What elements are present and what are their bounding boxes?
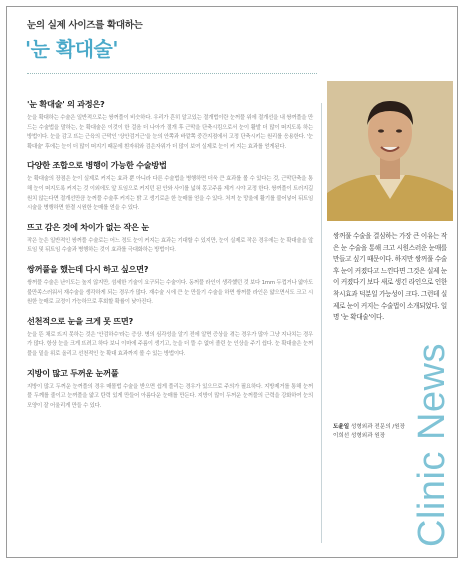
section-redo [27,264,313,308]
author-name: 도윤일 [333,424,350,430]
section-text: 작은 눈은 일반적인 쌍꺼풀 수술로는 어느 정도 눈이 커지는 효과는 기대할 수 있지만, 눈이 실제로 작은 경우에는 눈 확대술을 앞트임 및 뒤트임 수술과 병행하는 것이 효과를 극대화하는 방법이다. [27,237,313,254]
section-text: 쌍꺼풀 수술은 난이도는 높지 않지만, 섬세한 기술이 요구되는 수술이다. 동꺼풀 라인이 생각했던 것 보다 1mm 두껍거나 얇아도 불만족스러워서 재수술을 생각하게 되는 경우가 많다. 재수술 시에 큰 눈 만들기 수술을 하면 쌍꺼풀 라인은 얇으면서도 크고 시원한 눈매로 교정이 가능하므로 후회할 확률이 낮아진다. [27,279,313,306]
portrait-image [327,81,453,221]
section-title: 뜨고 감은 것에 차이가 없는 작은 눈 [27,221,149,232]
article-page [6,6,458,558]
section-combination [27,160,313,213]
doctor-photo [327,81,453,221]
section-title: 쌍꺼풀을 했는데 다시 하고 싶으면? [27,263,149,274]
author-role: 성형외과 전문의 /원장 [351,424,406,430]
section-title: 다양한 조합으로 병행이 가능한 수술방법 [27,160,167,171]
title-divider [27,73,317,74]
section-text: 눈 확대술의 장점은 눈이 실제로 커지는 효과 뿐 아니라 다른 수술법을 병행하면 더욱 큰 효과를 볼 수 있다는 것, 근막단축을 통해 눈이 떠지도록 커지는 것 이외에도 앞 트임으로 커지던 된 안와 사이를 넓혀 몽고주름 제거 시야 교정 한다. 쌍꺼풀이 트러지길 원치 않는다면 절개선만큼 눈꺼풀 수술후 커지는 밝 고 생기로운 한 눈매를 얻을 수 있다. 처져 눈 망울에 활기를 불어넣어 뒤트임 시술을 병행하면 한결 시원한 눈매를 얻을 수 있다. [27,176,313,212]
section-text: 지방이 많고 두꺼운 눈꺼풀의 경우 매몰법 수술을 받으면 쉽게 풀리는 경우가 있으므로 주의가 필요하다. 지방제거를 통해 눈꺼풀 두께를 줄이고 눈꺼풀을 얇고 탄력 있게 만들어 아름다운 눈매를 만든다. 지방이 많이 두꺼운 눈꺼풀의 근력을 강화하여 눈의 모양이 잘 어울리게 만들 수 있다. [27,383,313,409]
clinic-news-title: Clinic News [411,343,453,547]
section-title: '눈 확대술' 의 과정은? [27,99,105,109]
section-title: 지방이 많고 두꺼운 눈꺼풀 [27,367,119,378]
page-title: '눈 확대술' [25,37,118,61]
section-text: 눈을 뜬 채로 뜨지 못하는 것은 '안검하수'라는 증상. 병의 심각성을 알기 전에 알면 증상을 겪는 경우가 많아 그냥 지나치는 경우가 많다. 항상 눈을 크게 뜨려고 하다 보니 이마에 주름이 생기고, 눈을 더 뜰 수 없어 졸린 눈 인상을 주기 쉽다. 눈 확대술은 눈꺼풀을 밑을 위로 올리고 선천적인 눈 확대 효과까지 볼 수 있는 방법이다. [27,331,313,357]
section-title: 선천적으로 눈을 크게 못 뜨면? [27,315,133,326]
intro-text: 쌍꺼풀 수술을 결심하는 가장 큰 이유는 작은 눈 수술을 통해 크고 시원스러운 눈매를 만들고 싶기 때문이다. 하지만 쌍꺼풀 수술 후 눈이 커졌다고 느낀다면 그것은 실제 눈이 커졌다기 보다 새로 생긴 라인으로 인한 착시효과 덕분일 가능성이 크다. 그런데 실제로 눈이 커지는 수술법이 소개되었다. 일명 '눈 확대술'이다. [333,232,447,322]
section-text: 눈을 확대하는 수술은 일반적으로는 쌍꺼풀이 비슷하다. 우리가 흔히 알고있는 절개법이란 눈꺼풀 위에 절개선을 내 쌍꺼풀을 만드는 수술법을 말하는, 눈 확대술은 이것이 한 걸음 더 나아가 절개 후 근막을 단축시킴으로서 눈이 활발 더 많이 떠지도록 하는 방법이다. 눈을 감고 뜨는 근육의 근막인 '상안검거근'을 눈의 안쪽과 바깥쪽 중간지점에서 고정 단축시키는 원리를 응용한다. '눈 확대술' 후에는 눈이 더 많이 떠지기 때문에 흰자위와 검은자위가 더 많이 보여 실제로 눈이 커 지는 효과를 얻게된다. [27,115,313,150]
section-process [27,99,313,152]
column-divider [321,103,322,543]
section-small-eyes [27,222,313,256]
author-affiliation: 이희선 성형외과 원장 [333,433,386,439]
article-body [27,99,313,419]
section-thick-eyelid [27,368,313,412]
kicker: 눈의 실제 사이즈를 확대하는 [27,20,143,31]
section-congenital [27,316,313,360]
